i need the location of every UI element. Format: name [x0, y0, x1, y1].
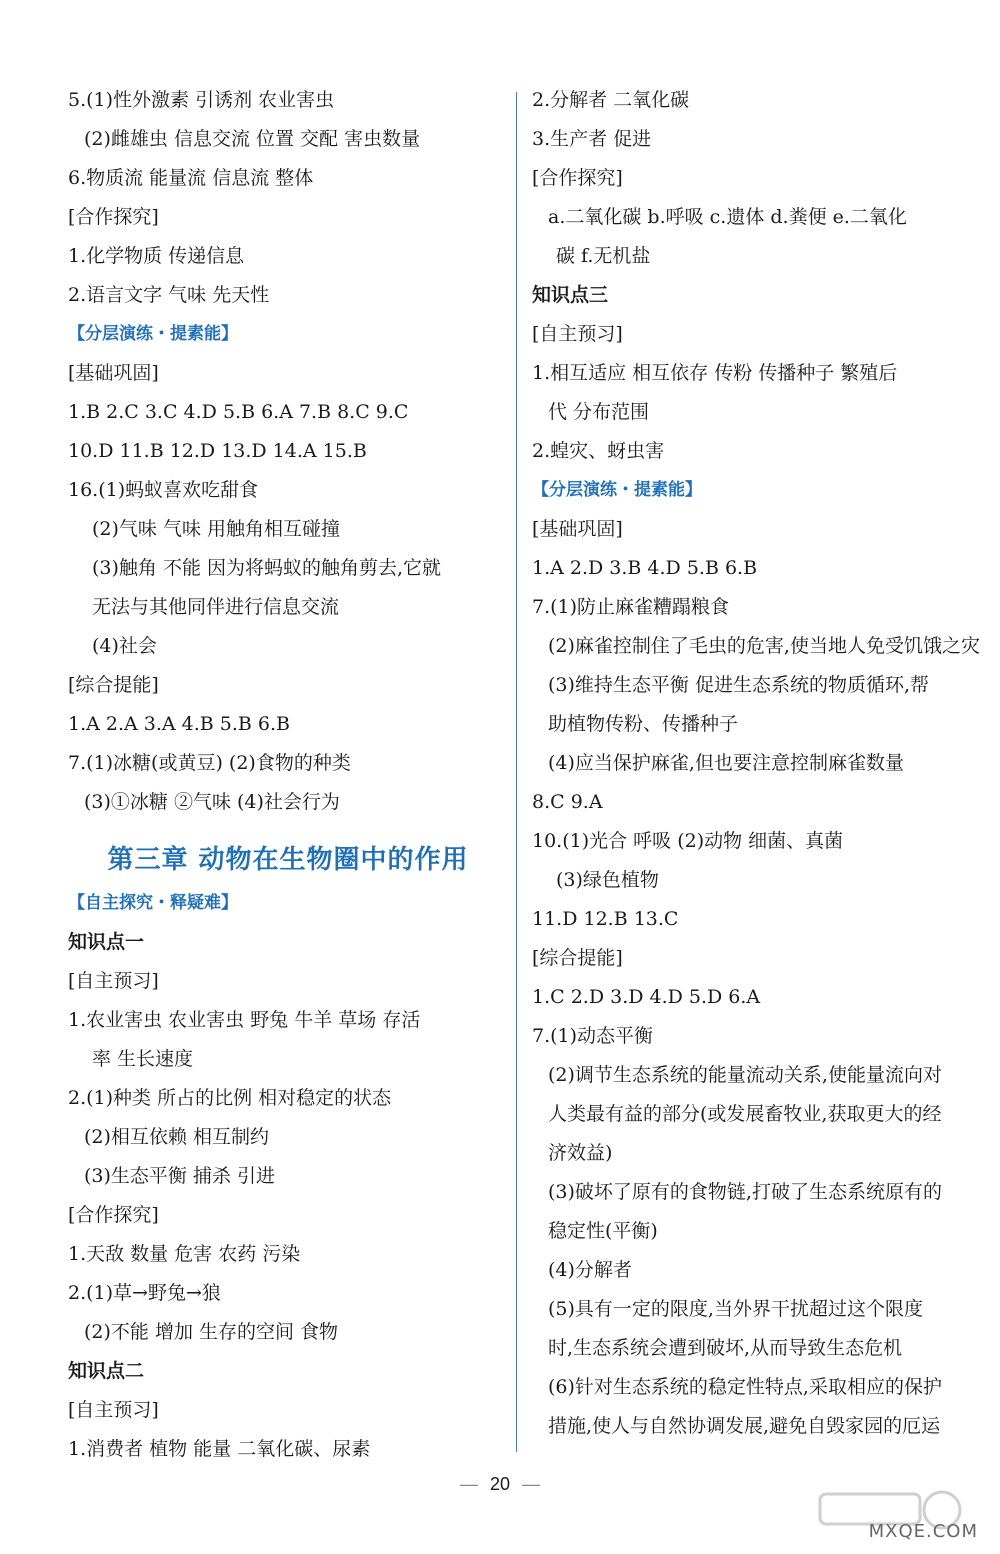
answer-line: 碳 f.无机盐: [556, 245, 651, 267]
answer-line: 2.(1)草→野兔→狼: [68, 1282, 221, 1304]
answer-line: 率 生长速度: [92, 1048, 194, 1070]
answer-line: 时,生态系统会遭到破坏,从而导致生态危机: [548, 1337, 903, 1359]
answer-line: (2)麻雀控制住了毛虫的危害,使当地人免受饥饿之灾: [548, 635, 980, 657]
right-answer-block: [532, 88, 980, 1453]
answer-line: [合作探究]: [532, 167, 623, 189]
left-answer-block-2: [68, 891, 508, 1476]
answer-line: 知识点三: [532, 284, 609, 306]
answer-line: 1.A 2.D 3.B 4.D 5.B 6.B: [532, 557, 758, 579]
answer-line: a.二氧化碳 b.呼吸 c.遗体 d.粪便 e.二氧化: [548, 206, 907, 228]
answer-line: [基础巩固]: [68, 362, 159, 384]
answer-line: (4)分解者: [548, 1259, 632, 1281]
answer-line: [基础巩固]: [532, 518, 623, 540]
answer-line: 2.蝗灾、蚜虫害: [532, 440, 665, 462]
answer-line: 7.(1)冰糖(或黄豆) (2)食物的种类: [68, 752, 351, 774]
answer-line: 3.生产者 促进: [532, 128, 652, 150]
answer-line: [综合提能]: [532, 947, 623, 969]
left-answer-block: [68, 88, 508, 829]
answer-line: 1.B 2.C 3.C 4.D 5.B 6.A 7.B 8.C 9.C: [68, 401, 409, 423]
watermark-text: MXQE.COM: [868, 1521, 978, 1542]
left-column: [68, 88, 508, 1476]
answer-line: [合作探究]: [68, 1204, 159, 1226]
answer-line: 知识点二: [68, 1360, 145, 1382]
answer-line: 措施,使人与自然协调发展,避免自毁家园的厄运: [548, 1415, 941, 1437]
answer-line: (3)①冰糖 ②气味 (4)社会行为: [84, 791, 340, 813]
answer-line: (3)生态平衡 捕杀 引进: [84, 1165, 275, 1187]
answer-line: 10.D 11.B 12.D 13.D 14.A 15.B: [68, 440, 367, 462]
right-column: [532, 88, 980, 1453]
answer-line: 1.A 2.A 3.A 4.B 5.B 6.B: [68, 713, 291, 735]
answer-line: 助植物传粉、传播种子: [548, 713, 739, 735]
answer-line: (3)绿色植物: [556, 869, 659, 891]
answer-line: (2)不能 增加 生存的空间 食物: [84, 1321, 339, 1343]
answer-line: 1.天敌 数量 危害 农药 污染: [68, 1243, 301, 1265]
answer-line: 1.相互适应 相互依存 传粉 传播种子 繁殖后: [532, 362, 898, 384]
answer-line: 2.语言文字 气味 先天性: [68, 284, 270, 306]
column-divider: [516, 92, 517, 1452]
answer-line: [自主预习]: [68, 1399, 159, 1421]
answer-line: [合作探究]: [68, 206, 159, 228]
answer-line: 7.(1)动态平衡: [532, 1025, 654, 1047]
answer-line: 16.(1)蚂蚁喜欢吃甜食: [68, 479, 259, 501]
answer-line: 8.C 9.A: [532, 791, 603, 813]
answer-line: (2)雌雄虫 信息交流 位置 交配 害虫数量: [84, 128, 421, 150]
answer-line: 【分层演练・提素能】: [68, 324, 238, 344]
answer-line: 2.(1)种类 所占的比例 相对稳定的状态: [68, 1087, 392, 1109]
answer-line: (4)社会: [92, 635, 157, 657]
answer-line: (5)具有一定的限度,当外界干扰超过这个限度: [548, 1298, 923, 1320]
answer-line: 无法与其他同伴进行信息交流: [92, 596, 340, 618]
answer-line: 10.(1)光合 呼吸 (2)动物 细菌、真菌: [532, 830, 844, 852]
answer-line: [综合提能]: [68, 674, 159, 696]
answer-line: 1.农业害虫 农业害虫 野兔 牛羊 草场 存活: [68, 1009, 421, 1031]
answer-line: (2)相互依赖 相互制约: [84, 1126, 269, 1148]
answer-line: 2.分解者 二氧化碳: [532, 89, 690, 111]
answer-line: 6.物质流 能量流 信息流 整体: [68, 167, 314, 189]
answer-line: [自主预习]: [68, 970, 159, 992]
answer-line: [自主预习]: [532, 323, 623, 345]
answer-line: 济效益): [548, 1142, 613, 1164]
chapter-title: 第三章 动物在生物圈中的作用: [107, 845, 469, 875]
answer-line: (2)气味 气味 用触角相互碰撞: [92, 518, 340, 540]
answer-line: (6)针对生态系统的稳定性特点,采取相应的保护: [548, 1376, 942, 1398]
answer-line: 7.(1)防止麻雀糟蹋粮食: [532, 596, 730, 618]
answer-line: (4)应当保护麻雀,但也要注意控制麻雀数量: [548, 752, 904, 774]
answer-line: 人类最有益的部分(或发展畜牧业,获取更大的经: [548, 1103, 942, 1125]
answer-line: 知识点一: [68, 931, 145, 953]
answer-line: (3)破坏了原有的食物链,打破了生态系统原有的: [548, 1181, 942, 1203]
answer-line: 1.C 2.D 3.D 4.D 5.D 6.A: [532, 986, 761, 1008]
answer-line: 11.D 12.B 13.C: [532, 908, 679, 930]
answer-line: 代 分布范围: [548, 401, 650, 423]
answer-line: (3)触角 不能 因为将蚂蚁的触角剪去,它就: [92, 557, 442, 579]
answer-line: 1.化学物质 传递信息: [68, 245, 245, 267]
answer-line: 1.消费者 植物 能量 二氧化碳、尿素: [68, 1438, 371, 1460]
answer-line: 【自主探究・释疑难】: [68, 893, 238, 913]
answer-line: 5.(1)性外激素 引诱剂 农业害虫: [68, 89, 335, 111]
page-number-text: 20: [489, 1474, 511, 1494]
answer-line: (2)调节生态系统的能量流动关系,使能量流向对: [548, 1064, 942, 1086]
answer-line: 稳定性(平衡): [548, 1220, 658, 1242]
answer-line: 【分层演练・提素能】: [532, 480, 702, 500]
page-number: — 20 —: [459, 1474, 541, 1494]
answer-line: (3)维持生态平衡 促进生态系统的物质循环,帮: [548, 674, 929, 696]
